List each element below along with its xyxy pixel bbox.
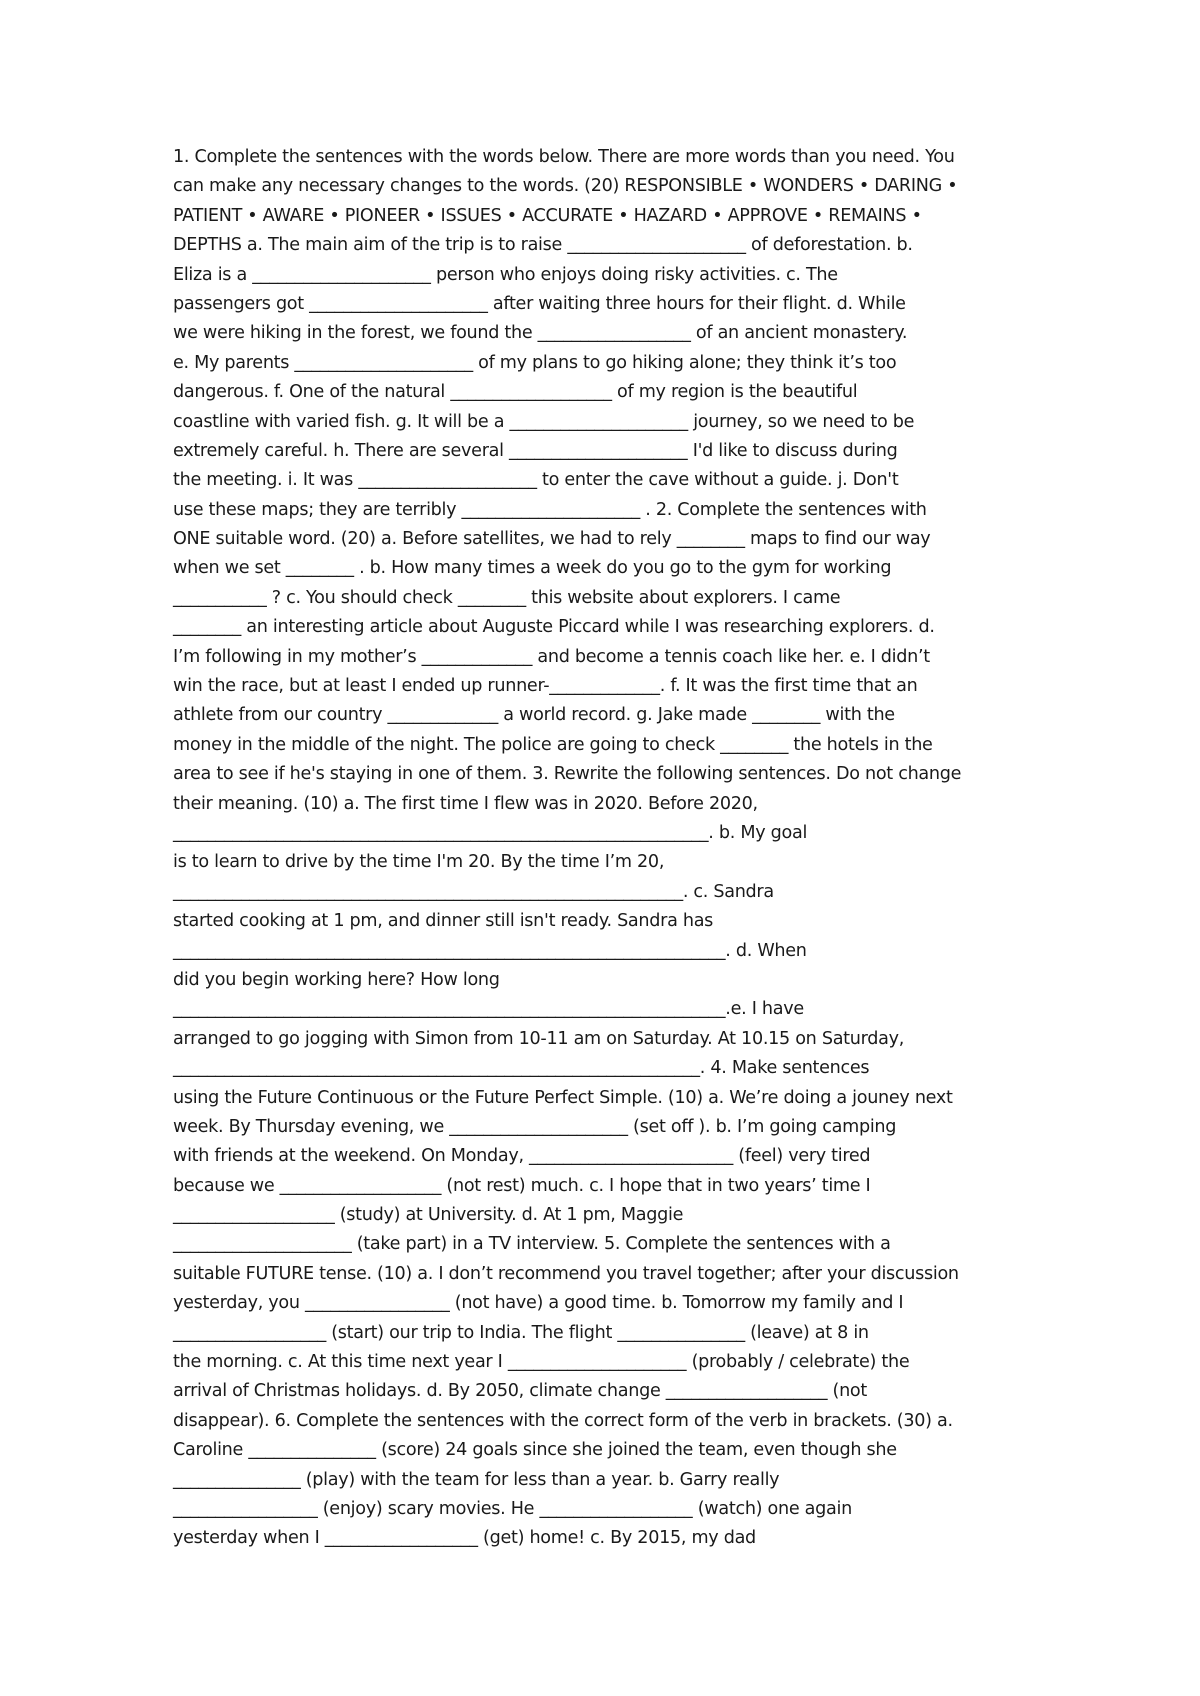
text-line: _______________________________________________________________. b. My goal [173, 822, 808, 843]
text-line: win the race, but at least I ended up runner-_____________. f. It was the first time that an [173, 676, 918, 697]
text-line: when we set ________ . b. How many times a week do you go to the gym for working [173, 558, 892, 579]
text-line: DEPTHS a. The main aim of the trip is to raise _____________________ of deforestation. b. [173, 235, 913, 256]
text-line: can make any necessary changes to the words. (20) RESPONSIBLE • WONDERS • DARING • [173, 176, 958, 197]
text-line: ONE suitable word. (20) a. Before satellites, we had to rely ________ maps to find our way [173, 529, 931, 550]
text-line: did you begin working here? How long [173, 969, 500, 990]
text-line: _____________________ (take part) in a TV interview. 5. Complete the sentences with a [173, 1234, 891, 1255]
text-line: 1. Complete the sentences with the words below. There are more words than you need. You [173, 147, 955, 167]
text-line: week. By Thursday evening, we _____________________ (set off ). b. I’m going camping [173, 1116, 897, 1137]
text-line: ____________________________________________________________. c. Sandra [173, 881, 774, 902]
text-line: extremely careful. h. There are several _____________________ I'd like to discuss during [173, 440, 898, 461]
text-line: Eliza is a _____________________ person who enjoys doing risky activities. c. The [173, 264, 838, 285]
text-line: because we ___________________ (not rest) much. c. I hope that in two years’ time I [173, 1175, 871, 1196]
text-line: ________ an interesting article about Auguste Piccard while I was researching explorers. d. [173, 617, 935, 638]
text-line: __________________ (start) our trip to India. The flight _______________ (leave) at 8 in [173, 1322, 869, 1343]
text-line: area to see if he's staying in one of them. 3. Rewrite the following sentences. Do not change [173, 764, 962, 785]
text-line: _______________ (play) with the team for less than a year. b. Garry really [173, 1469, 780, 1490]
text-line: started cooking at 1 pm, and dinner still isn't ready. Sandra has [173, 911, 714, 932]
text-line: ___________ ? c. You should check ________ this website about explorers. I came [173, 587, 841, 608]
text-line: ______________________________________________________________. 4. Make sentences [173, 1058, 870, 1079]
text-line: PATIENT • AWARE • PIONEER • ISSUES • ACCURATE • HAZARD • APPROVE • REMAINS • [173, 205, 922, 226]
text-line: dangerous. f. One of the natural ___________________ of my region is the beautiful [173, 382, 858, 403]
text-line: we were hiking in the forest, we found the __________________ of an ancient monastery. [173, 323, 908, 344]
text-line: yesterday when I __________________ (get) home! c. By 2015, my dad [173, 1528, 756, 1549]
text-line: their meaning. (10) a. The first time I flew was in 2020. Before 2020, [173, 793, 758, 814]
text-line: use these maps; they are terribly _____________________ . 2. Complete the sentences with [173, 499, 927, 520]
text-line: athlete from our country _____________ a world record. g. Jake made ________ with the [173, 705, 895, 726]
text-line: suitable FUTURE tense. (10) a. I don’t recommend you travel together; after your discussion [173, 1263, 959, 1284]
text-line: arranged to go jogging with Simon from 10-11 am on Saturday. At 10.15 on Saturday, [173, 1028, 905, 1049]
text-line: yesterday, you _________________ (not have) a good time. b. Tomorrow my family and I [173, 1293, 904, 1314]
text-line: e. My parents _____________________ of my plans to go hiking alone; they think it’s too [173, 352, 897, 373]
text-line: using the Future Continuous or the Future Perfect Simple. (10) a. We’re doing a jouney next [173, 1087, 953, 1108]
text-line: Caroline _______________ (score) 24 goals since she joined the team, even though she [173, 1440, 897, 1461]
text-line: is to learn to drive by the time I'm 20. By the time I’m 20, [173, 852, 665, 873]
text-line: the morning. c. At this time next year I _____________________ (probably / celebrate) the [173, 1352, 910, 1373]
text-line: I’m following in my mother’s _____________ and become a tennis coach like her. e. I didn’t [173, 646, 930, 667]
text-line: disappear). 6. Complete the sentences with the correct form of the verb in brackets. (30) a. [173, 1410, 953, 1431]
worksheet-text [173, 143, 1053, 1554]
text-line: _________________________________________________________________.e. I have [173, 999, 804, 1020]
text-line: the meeting. i. It was _____________________ to enter the cave without a guide. j. Don't [173, 470, 899, 491]
text-line: coastline with varied fish. g. It will be a _____________________ journey, so we need to be [173, 411, 915, 432]
text-line: passengers got _____________________ after waiting three hours for their flight. d. While [173, 293, 906, 314]
text-line: _________________________________________________________________. d. When [173, 940, 807, 961]
text-line: with friends at the weekend. On Monday, ________________________ (feel) very tired [173, 1146, 871, 1167]
text-line: arrival of Christmas holidays. d. By 2050, climate change ___________________ (not [173, 1381, 867, 1402]
text-line: money in the middle of the night. The police are going to check ________ the hotels in the [173, 734, 933, 755]
text-line: ___________________ (study) at University. d. At 1 pm, Maggie [173, 1205, 684, 1226]
text-line: _________________ (enjoy) scary movies. He __________________ (watch) one again [173, 1498, 852, 1519]
